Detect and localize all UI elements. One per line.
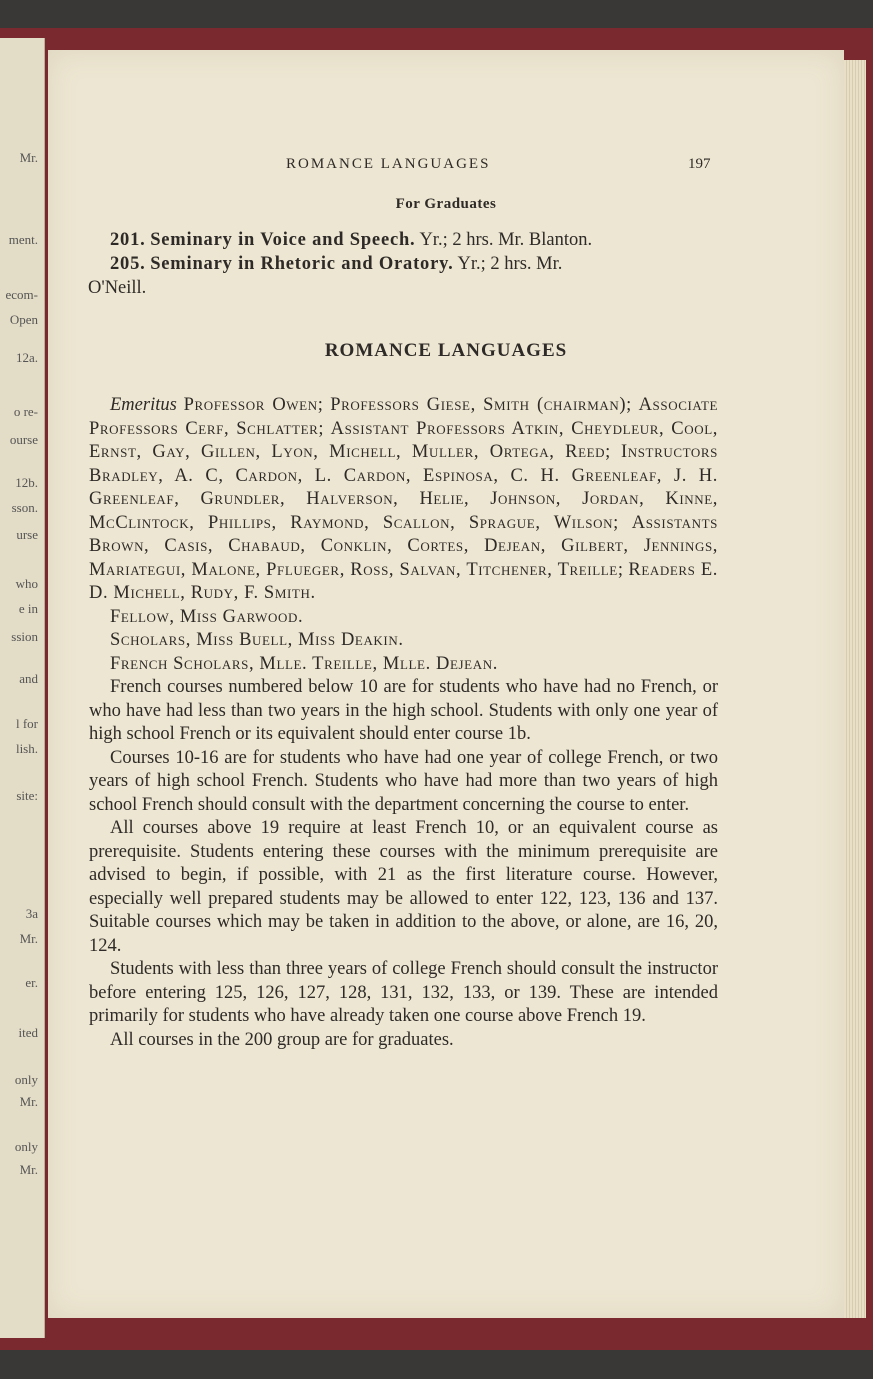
paragraph: All courses in the 200 group are for graduates. — [110, 1029, 454, 1050]
professors-names: Professors Giese, Smith (chairman); — [330, 395, 632, 415]
course-number: 205. — [110, 254, 146, 274]
facing-page-fragment: Mr. — [19, 1162, 38, 1177]
facing-page-fragment: 3a — [25, 906, 38, 921]
facing-page-fragment: and — [19, 671, 38, 686]
facing-page-fragment: only — [14, 1139, 38, 1154]
facing-page-edge — [0, 38, 45, 1338]
facing-page-fragment: 12b. — [15, 475, 38, 490]
facing-page-fragment: ment. — [8, 232, 38, 247]
facing-page-fragment: sson. — [11, 500, 38, 515]
facing-page-fragment: e in — [18, 601, 38, 616]
fellow-line: Fellow, Miss Garwood. — [110, 606, 304, 627]
paragraph: French courses numbered below 10 are for students who have had no French, or who have had less than two years in the high school. Students with only one year of high school French or its equivalent should enter course 1b. — [89, 677, 718, 744]
course-details: Yr.; 2 hrs. — [419, 230, 494, 250]
readers-names: Readers E. D. Michell, Rudy, F. Smith. — [89, 559, 718, 603]
instructors-names: Instructors Bradley, A. C, Cardon, L. Cardon, Espinosa, C. H. Greenleaf, J. H. Greenleaf, Grundler, Halverson, Helie, Johnson, Jordan, Kinne, McClintock, Phillips, Raymond, Scallon, Sprague, Wilson; — [89, 442, 718, 533]
facing-page-fragment: Mr. — [19, 1094, 38, 1109]
paragraph: All courses above 19 require at least French 10, or an equivalent course as prerequisite. Students entering these courses with the minimum prerequisite are advised to begin, if possible, with 21 as the first literature course. However, especially well prepared students may be allowed to enter 122, 123, 136 and 137. Suitable courses which may be taken in addition to the above, or alone, are 16, 20, 124. — [89, 818, 718, 956]
facing-page-fragment: site: — [16, 788, 38, 803]
facing-page-fragment: o re- — [13, 404, 38, 419]
paragraph: Courses 10-16 are for students who have had one year of college French, or two years of high school French. Students who have had more than two years of high school French should consult with the department concerning the course to enter. — [89, 747, 718, 815]
course-title: Seminary in Rhetoric and Oratory. — [150, 254, 454, 274]
course-title: Seminary in Voice and Speech. — [150, 230, 416, 250]
facing-page-fragment: who — [15, 576, 38, 591]
course-instructor: Mr. — [536, 254, 563, 274]
facing-page-fragment: ited — [18, 1025, 38, 1040]
emeritus-label: Emeritus — [110, 395, 177, 415]
course-number: 201. — [110, 230, 146, 250]
course-205 — [88, 252, 724, 300]
facing-page-fragment: lish. — [15, 741, 38, 756]
section-body — [89, 394, 718, 1052]
faculty-list — [89, 394, 718, 606]
facing-page-fragment: Open — [9, 312, 38, 327]
emeritus-names: Professor Owen; — [183, 395, 324, 415]
course-instructor-continued: O'Neill. — [88, 278, 147, 298]
page-number: 197 — [688, 156, 711, 172]
book-page — [48, 50, 844, 1318]
facing-page-fragment: urse — [16, 527, 38, 542]
associate-professors-names: Associate Professors Cerf, Schlatter; — [89, 395, 719, 439]
running-head: ROMANCE LANGUAGES — [286, 156, 491, 172]
page-block-edge — [844, 60, 866, 1318]
facing-page-fragment: ssion — [11, 629, 38, 644]
section-title: ROMANCE LANGUAGES — [324, 340, 568, 361]
course-instructor: Mr. Blanton. — [498, 230, 593, 250]
assistant-professors-names: Assistant Professors Atkin, Cheydleur, Cool, Ernst, Gay, Gillen, Lyon, Michell, Muller, Ortega, Reed; — [89, 418, 718, 462]
course-details: Yr.; 2 hrs. — [457, 254, 532, 274]
course-201 — [110, 228, 592, 252]
assistants-names: Assistants Brown, Casis, Chabaud, Conklin, Cortes, Dejean, Gilbert, Jennings, Mariategui, Malone, Pflueger, Ross, Salvan, Titchener, Treille; — [89, 512, 718, 580]
french-scholars-line: French Scholars, Mlle. Treille, Mlle. Dejean. — [110, 653, 498, 674]
facing-page-fragment: Mr. — [19, 150, 38, 165]
facing-page-fragment: er. — [25, 975, 38, 990]
facing-page-fragment: l for — [15, 716, 38, 731]
scholars-line: Scholars, Miss Buell, Miss Deakin. — [110, 630, 404, 650]
facing-page-fragment: Mr. — [19, 931, 38, 946]
facing-page-fragment: ecom- — [5, 287, 38, 302]
paragraph: Students with less than three years of college French should consult the instructor before entering 125, 126, 127, 128, 131, 132, 133, or 139. These are intended primarily for students who have already taken one course above French 19. — [89, 959, 718, 1026]
for-graduates-heading: For Graduates — [395, 196, 497, 212]
facing-page-fragment: only — [14, 1072, 38, 1087]
facing-page-fragment: 12a. — [15, 350, 38, 365]
facing-page-fragment: ourse — [9, 432, 38, 447]
